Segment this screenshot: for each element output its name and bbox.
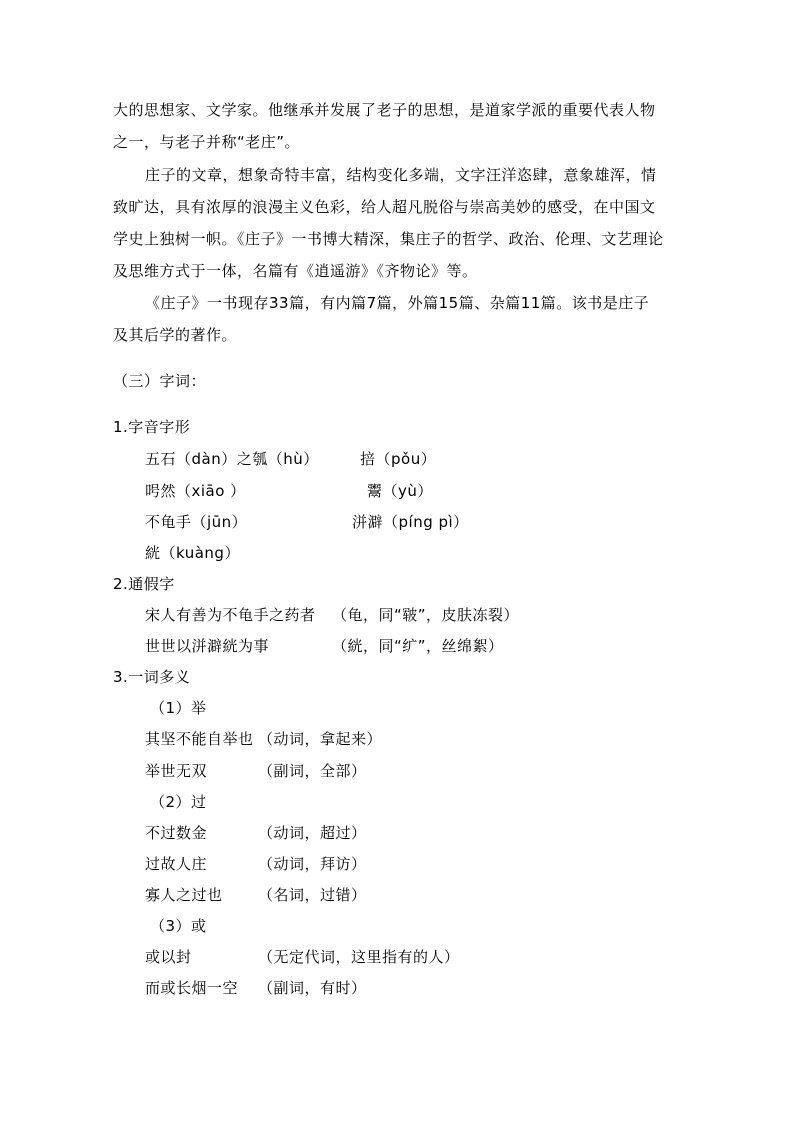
loan-words-heading: 2.通假字 — [113, 575, 175, 593]
polysemy-example: 或以封 — [145, 948, 192, 966]
loan-word-example: 世世以洴澼絖为事 — [145, 637, 270, 655]
pronunciation-item: 呺然（xiāo ） — [145, 482, 246, 500]
intro-p2-line-3: 学史上独树一帜。《庄子》一书博大精深，集庄子的哲学、政治、伦理、文艺理论 — [113, 230, 664, 248]
pronunciation-item: 五石（dàn）之瓠（hù） — [145, 450, 319, 468]
intro-p3-line-2: 及其后学的著作。 — [113, 326, 238, 344]
pronunciation-heading: 1.字音字形 — [113, 418, 191, 436]
polysemy-group-label: （3）或 — [150, 917, 207, 935]
polysemy-group-label: （1）举 — [150, 699, 207, 717]
intro-p2-line-4: 及思维方式于一体，名篇有《逍遥游》《齐物论》等。 — [113, 262, 478, 280]
intro-p2-line-1: 庄子的文章，想象奇特丰富，结构变化多端，文字汪洋恣肆，意象雄浑，情 — [145, 166, 657, 184]
polysemy-note: （动词，超过） — [258, 824, 367, 842]
polysemy-example: 举世无双 — [145, 762, 208, 780]
pronunciation-item: 鬻（yù） — [367, 482, 433, 500]
polysemy-heading: 3.一词多义 — [113, 668, 191, 686]
polysemy-note: （无定代词，这里指有的人） — [258, 948, 460, 966]
polysemy-note: （副词，全部） — [258, 762, 367, 780]
polysemy-note: （名词，过错） — [258, 886, 367, 904]
section-heading: （三）字词： — [113, 372, 207, 390]
pronunciation-item: 掊（pǒu） — [360, 450, 437, 468]
pronunciation-item: 洴澼（píng pì） — [352, 513, 469, 531]
polysemy-example: 而或长烟一空 — [145, 979, 239, 997]
polysemy-example: 不过数金 — [145, 824, 208, 842]
polysemy-example: 过故人庄 — [145, 855, 208, 873]
polysemy-note: （副词，有时） — [258, 979, 367, 997]
polysemy-example: 寡人之过也 — [145, 886, 223, 904]
intro-p1-line-1: 大的思想家、文学家。他继承并发展了老子的思想，是道家学派的重要代表人物 — [113, 101, 656, 119]
polysemy-note: （动词，拿起来） — [258, 730, 383, 748]
polysemy-note: （动词，拜访） — [258, 855, 367, 873]
polysemy-example: 其坚不能自举也 — [145, 730, 254, 748]
intro-p3-line-1: 《庄子》一书现存33篇，有内篇7篇，外篇15篇、杂篇11篇。该书是庄子 — [145, 294, 650, 312]
pronunciation-item: 不龟手（jūn） — [145, 513, 248, 531]
loan-word-example: 宋人有善为不龟手之药者 — [145, 606, 316, 624]
loan-word-note: （龟，同“皲”，皮肤冻裂） — [332, 606, 520, 624]
pronunciation-item: 絖（kuàng） — [145, 544, 240, 562]
polysemy-group-label: （2）过 — [150, 793, 207, 811]
loan-word-note: （絖，同“纩”，丝绵絮） — [332, 637, 504, 655]
intro-p1-line-2: 之一，与老子并称“老庄”。 — [113, 133, 301, 151]
intro-p2-line-2: 致旷达，具有浓厚的浪漫主义色彩，给人超凡脱俗与崇高美妙的感受，在中国文 — [113, 198, 656, 216]
